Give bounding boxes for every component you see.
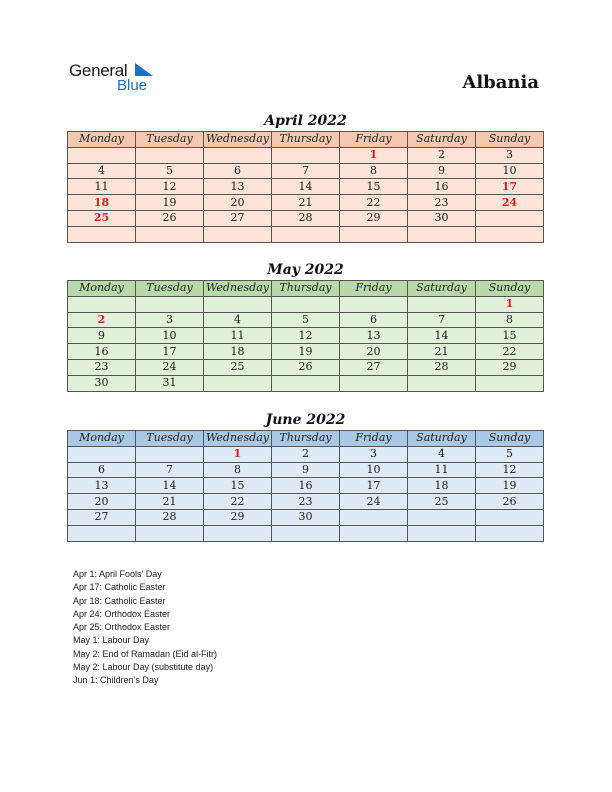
day-cell [408,226,476,242]
day-cell: 2 [68,312,136,328]
holiday-note: Apr 18: Catholic Easter [73,595,166,606]
day-cell: 16 [68,344,136,360]
weekday-header: Sunday [476,132,544,148]
day-cell: 22 [204,494,272,510]
holiday-note: Apr 17: Catholic Easter [73,582,166,593]
weekday-header: Friday [340,431,408,447]
day-cell: 9 [408,163,476,179]
day-cell: 17 [136,344,204,360]
week-row [68,344,544,360]
day-cell: 2 [272,446,340,462]
week-row [68,509,544,525]
day-cell: 5 [136,163,204,179]
month-title: May 2022 [267,262,344,278]
day-cell: 12 [476,462,544,478]
day-cell: 24 [476,195,544,211]
day-cell [476,525,544,541]
day-cell: 8 [340,163,408,179]
day-cell: 23 [408,195,476,211]
day-cell: 1 [204,446,272,462]
calendar-table [67,280,544,392]
weekday-header-row [68,132,544,148]
day-cell: 10 [340,462,408,478]
logo-text-general: General [69,61,128,80]
day-cell: 10 [136,328,204,344]
day-cell: 22 [340,195,408,211]
weekday-header: Sunday [476,281,544,297]
day-cell: 4 [408,446,476,462]
weekday-header: Tuesday [136,431,204,447]
day-cell: 7 [272,163,340,179]
day-cell: 19 [476,478,544,494]
week-row [68,478,544,494]
week-row [68,195,544,211]
day-cell: 5 [272,312,340,328]
logo [69,61,169,97]
month-june [67,410,544,542]
day-cell: 18 [68,195,136,211]
week-row [68,312,544,328]
day-cell: 29 [204,509,272,525]
day-cell: 21 [408,344,476,360]
day-cell: 10 [476,163,544,179]
day-cell: 2 [408,147,476,163]
holiday-notes [73,568,217,688]
logo-triangle-icon [135,63,153,77]
weekday-header: Friday [340,132,408,148]
day-cell: 30 [272,509,340,525]
holiday-note: Jun 1: Children’s Day [73,675,159,686]
holiday-note: Apr 25: Orthodox Easter [73,622,171,633]
month-may [67,260,544,392]
day-cell: 1 [340,147,408,163]
day-cell [204,296,272,312]
holiday-note: May 2: Labour Day (substitute day) [73,662,214,673]
day-cell [272,296,340,312]
calendar-table [67,131,544,243]
month-april [67,111,544,243]
day-cell [340,296,408,312]
day-cell: 25 [408,494,476,510]
week-row [68,494,544,510]
day-cell [136,226,204,242]
week-row [68,147,544,163]
week-row [68,359,544,375]
logo-text-blue: Blue [117,77,148,94]
day-cell [204,375,272,391]
day-cell: 8 [204,462,272,478]
day-cell [68,226,136,242]
day-cell: 16 [272,478,340,494]
day-cell: 20 [68,494,136,510]
week-row [68,328,544,344]
day-cell [476,210,544,226]
day-cell: 26 [476,494,544,510]
day-cell: 20 [340,344,408,360]
weekday-header: Monday [68,132,136,148]
weekday-header: Thursday [272,281,340,297]
day-cell: 28 [136,509,204,525]
weekday-header: Tuesday [136,132,204,148]
day-cell: 18 [408,478,476,494]
day-cell: 7 [136,462,204,478]
holiday-note: May 2: End of Ramadan (Eid al-Fitr) [73,648,218,659]
day-cell: 24 [340,494,408,510]
week-row [68,163,544,179]
day-cell [476,226,544,242]
day-cell: 6 [68,462,136,478]
day-cell: 30 [68,375,136,391]
day-cell: 21 [272,195,340,211]
month-title: April 2022 [264,113,347,129]
day-cell: 4 [204,312,272,328]
day-cell: 6 [340,312,408,328]
day-cell: 27 [204,210,272,226]
day-cell [204,525,272,541]
day-cell [340,375,408,391]
day-cell: 20 [204,195,272,211]
day-cell: 17 [340,478,408,494]
day-cell: 19 [136,195,204,211]
day-cell: 12 [272,328,340,344]
day-cell: 22 [476,344,544,360]
day-cell: 12 [136,179,204,195]
weekday-header: Wednesday [204,281,272,297]
weekday-header: Monday [68,431,136,447]
day-cell: 25 [204,359,272,375]
day-cell: 6 [204,163,272,179]
day-cell: 28 [408,359,476,375]
day-cell: 9 [68,328,136,344]
weekday-header: Friday [340,281,408,297]
weekday-header: Saturday [408,431,476,447]
week-row [68,375,544,391]
weekday-header: Tuesday [136,281,204,297]
day-cell [68,147,136,163]
weekday-header: Saturday [408,281,476,297]
day-cell: 29 [476,359,544,375]
holiday-note: Apr 1: April Fools’ Day [73,569,162,579]
day-cell: 23 [272,494,340,510]
day-cell [68,446,136,462]
day-cell: 19 [272,344,340,360]
day-cell: 26 [136,210,204,226]
day-cell: 13 [68,478,136,494]
week-row [68,446,544,462]
day-cell: 21 [136,494,204,510]
day-cell [408,525,476,541]
day-cell: 18 [204,344,272,360]
day-cell: 11 [68,179,136,195]
holiday-note: Apr 24: Orthodox Easter [73,608,171,619]
day-cell: 4 [68,163,136,179]
day-cell [340,509,408,525]
calendar-table [67,430,544,542]
day-cell: 17 [476,179,544,195]
day-cell [68,296,136,312]
month-title: June 2022 [265,412,346,428]
weekday-header: Saturday [408,132,476,148]
week-row [68,296,544,312]
day-cell [272,375,340,391]
day-cell [476,509,544,525]
day-cell [272,525,340,541]
day-cell: 27 [68,509,136,525]
day-cell: 15 [204,478,272,494]
country-title: Albania [462,72,539,93]
day-cell: 30 [408,210,476,226]
day-cell: 31 [136,375,204,391]
day-cell: 15 [340,179,408,195]
week-row [68,226,544,242]
day-cell [136,446,204,462]
day-cell: 5 [476,446,544,462]
weekday-header: Wednesday [204,431,272,447]
day-cell [476,375,544,391]
weekday-header: Monday [68,281,136,297]
day-cell [340,525,408,541]
day-cell: 14 [136,478,204,494]
day-cell [204,147,272,163]
day-cell: 11 [408,462,476,478]
day-cell: 1 [476,296,544,312]
weekday-header: Thursday [272,431,340,447]
day-cell: 25 [68,210,136,226]
day-cell: 24 [136,359,204,375]
weekday-header-row [68,431,544,447]
day-cell: 15 [476,328,544,344]
day-cell: 3 [476,147,544,163]
week-row [68,179,544,195]
day-cell: 28 [272,210,340,226]
day-cell [136,525,204,541]
week-row [68,210,544,226]
day-cell: 29 [340,210,408,226]
weekday-header: Sunday [476,431,544,447]
holiday-note: May 1: Labour Day [73,635,150,646]
day-cell: 23 [68,359,136,375]
day-cell: 3 [136,312,204,328]
week-row [68,462,544,478]
day-cell [204,226,272,242]
week-row [68,525,544,541]
weekday-header: Thursday [272,132,340,148]
day-cell: 11 [204,328,272,344]
day-cell: 16 [408,179,476,195]
day-cell: 9 [272,462,340,478]
day-cell [272,147,340,163]
day-cell: 13 [204,179,272,195]
day-cell [408,509,476,525]
day-cell [272,226,340,242]
day-cell: 3 [340,446,408,462]
weekday-header: Wednesday [204,132,272,148]
day-cell [340,226,408,242]
weekday-header-row [68,281,544,297]
day-cell: 27 [340,359,408,375]
day-cell [136,147,204,163]
day-cell: 14 [408,328,476,344]
day-cell: 26 [272,359,340,375]
day-cell [68,525,136,541]
day-cell: 13 [340,328,408,344]
day-cell: 7 [408,312,476,328]
day-cell [408,375,476,391]
day-cell [136,296,204,312]
day-cell: 8 [476,312,544,328]
day-cell: 14 [272,179,340,195]
day-cell [408,296,476,312]
